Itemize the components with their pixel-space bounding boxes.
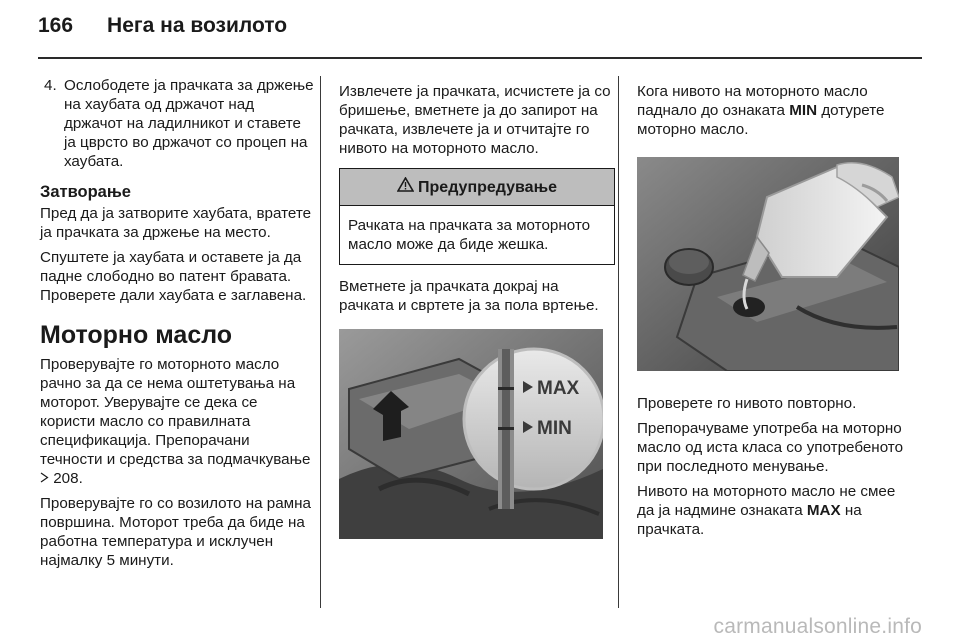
refill-paragraph: [637, 82, 909, 139]
column-2: [339, 82, 615, 554]
engine-oil-paragraph-1: [40, 355, 316, 488]
warning-box: [339, 168, 615, 265]
recommendation-paragraph: Препорачуваме употреба на моторно масло од иста класа со употребеното при последното менување.: [637, 420, 904, 475]
engine-oil-paragraph-2: Проверувајте го со возилото на рамна површина. Моторот треба да биде на работна температура и исклучен најмалку 5 минути.: [40, 495, 311, 569]
step-number: 4.: [44, 77, 57, 94]
watermark: carmanualsonline.info: [713, 615, 922, 638]
max-limit-paragraph: [637, 482, 909, 539]
min-mark: MIN: [789, 102, 818, 119]
engine-oil-heading: Моторно масло: [40, 321, 233, 349]
max-label: MAX: [537, 378, 580, 399]
min-label: MIN: [537, 418, 572, 439]
max-limit-text-after: на прачката.: [637, 502, 862, 538]
dipstick-paragraph-2: Вметнете ја прачката докрај на рачката и свртете ја за пола вртење.: [339, 278, 599, 314]
column-divider-1: [320, 76, 321, 608]
column-divider-2: [618, 76, 619, 608]
closing-heading: Затворање: [40, 183, 131, 201]
page-header: [38, 14, 287, 54]
oil-refill-illustration: [637, 157, 899, 371]
warning-body: Рачката на прачката за моторното масло може да биде жешка.: [348, 217, 591, 253]
page-reference-link[interactable]: 208.: [53, 470, 83, 487]
step-text: Ослободете ја прачката за држење на хаубата од држачот над држачот на ладилникот и ставете ја цврсто во држачот со процеп на хаубата.: [64, 77, 314, 170]
header-rule: [38, 57, 922, 59]
dipstick-paragraph-1: Извлечете ја прачката, исчистете ја со бришење, вметнете ја до запирот на рачката, извлечете ја и отчитајте го нивото на моторното масло.: [339, 83, 611, 157]
column-1: [40, 76, 316, 576]
warning-header: [340, 169, 614, 206]
engine-oil-paragraph-1-text: Проверувајте го моторното масло рачно за да се нема оштетувања на моторот. Уверувајте се дека се користи масло со правилната спецификација. Препорачани течности и средства за подмачкување: [40, 356, 311, 468]
warning-triangle-icon: [397, 177, 414, 197]
closing-paragraph-2: Спуштете ја хаубата и оставете ја да падне слободно во патент бравата. Проверете дали хаубата е заглавена.: [40, 249, 307, 304]
page-number: 166: [38, 14, 74, 37]
warning-title: Предупредување: [418, 178, 557, 196]
page-reference-arrow-icon: [40, 469, 49, 488]
closing-paragraph-1: Пред да ја затворите хаубата, вратете ја прачката за држење на место.: [40, 205, 312, 241]
column-3: [637, 82, 909, 545]
dipstick-illustration: [339, 329, 603, 539]
refill-text-before: Кога нивото на моторното масло паднало до ознаката: [637, 83, 868, 119]
refill-text-after: дотурете моторно масло.: [637, 102, 885, 138]
max-limit-text-before: Нивото на моторното масло не смее да ја надмине ознаката: [637, 483, 896, 519]
recheck-paragraph: Проверете го нивото повторно.: [637, 395, 857, 412]
max-mark: MAX: [806, 502, 841, 519]
page-title: Нега на возилото: [107, 14, 288, 37]
instruction-step-4: [40, 76, 316, 171]
